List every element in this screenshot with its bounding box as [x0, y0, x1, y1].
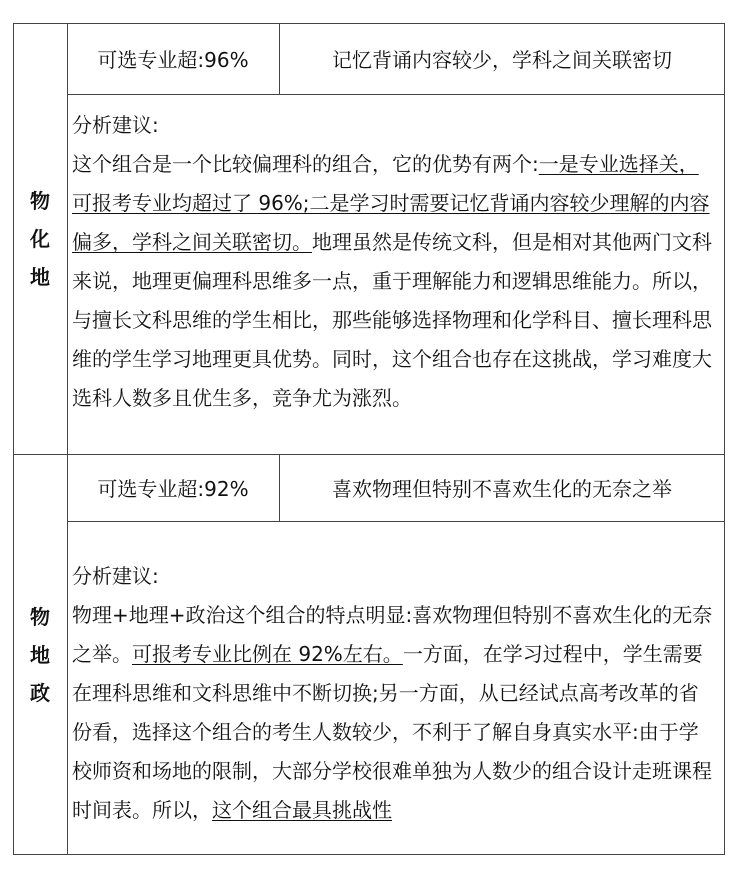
section1-header-left-text: 可选专业超:96% [97, 48, 249, 72]
section1-label-char-2: 化 [30, 226, 50, 251]
section1-label-char-3: 地 [30, 264, 50, 289]
section1-label [13, 23, 67, 454]
section1-part-2-underlined: 一是专业选择关，可报考专业均超过了 96%;二是学习时需要记忆背诵内容较少理解的内容偏多，学科之间关联密切。 [72, 152, 710, 254]
section2-header-left [67, 454, 279, 521]
section2-paragraph [72, 596, 718, 830]
section1-header-left [67, 23, 279, 94]
section2-header-right [279, 454, 725, 521]
section1-part-3: 地理虽然是传统文科，但是相对其他两门文科来说，地理更偏理科思维多一点，重于理解能力和逻辑思维能力。所以，与擅长文科思维的学生相比，那些能够选择物理和化学科目、擅长理科思维的学生学习地理更具优势。同时，这个组合也存在这挑战，学习难度大选科人数多且优生多，竞争尤为涨烈。 [72, 230, 712, 410]
section2-header-left-text: 可选专业超:92% [97, 477, 249, 501]
section1-header-right [279, 23, 725, 94]
section2-label-char-1: 物 [30, 604, 50, 629]
section2-part-3: 一方面，在学习过程中，学生需要在理科思维和文科思维中不断切换;另一方面，从已经试点高考改革的省份看，选择这个组合的考生人数较少，不利于了解自身真实水平:由于学校师资和场地的限制，大部分学校很难单独为人数少的组合设计走班课程时间表。所以， [72, 642, 712, 822]
analysis-table [13, 23, 725, 855]
section2-content [72, 557, 718, 830]
section2-label-char-3: 政 [30, 680, 50, 705]
section1-paragraph [72, 145, 718, 418]
section2-header-right-text: 喜欢物理但特别不喜欢生化的无奈之举 [332, 477, 672, 501]
section1-label-char-1: 物 [30, 188, 50, 213]
section1-part-1: 这个组合是一个比较偏理科的组合，它的优势有两个: [72, 152, 539, 176]
section2-part-2-underlined: 可报考专业比例在 92%左右。 [132, 642, 403, 666]
section1-header-bottom-line [67, 94, 725, 95]
section2-label [13, 454, 67, 855]
section2-label-char-2: 地 [30, 642, 50, 667]
section1-content [72, 106, 718, 418]
section2-header-bottom-line [67, 521, 725, 522]
section2-part-4-underlined: 这个组合最具挑战性 [212, 798, 392, 822]
section2-part-1: 物理+地理+政治这个组合的特点明显:喜欢物理但特别不喜欢生化的无奈之举。 [72, 603, 713, 666]
left-column-divider [67, 23, 68, 855]
section2-title: 分析建议: [72, 564, 159, 588]
section1-header-right-text: 记忆背诵内容较少，学科之间关联密切 [332, 48, 672, 72]
section1-title: 分析建议: [72, 113, 159, 137]
